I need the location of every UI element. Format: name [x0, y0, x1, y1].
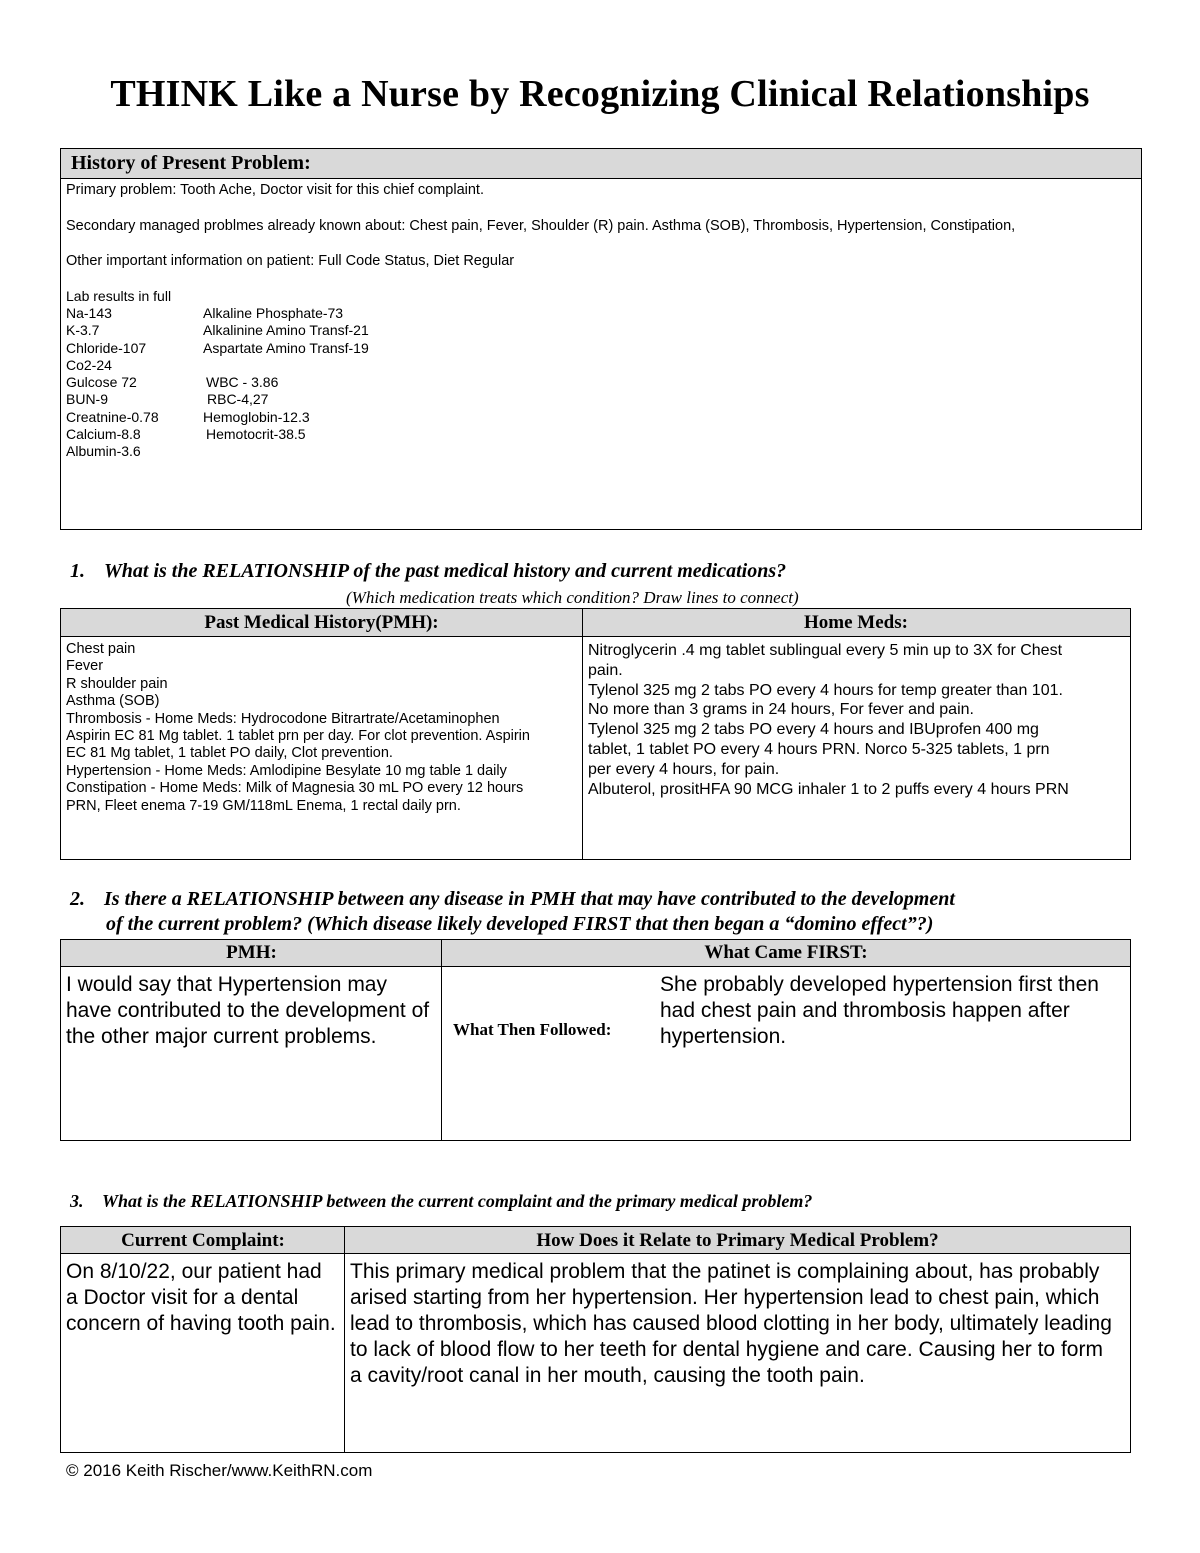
q2-pmh-answer: I would say that Hypertension may have contributed to the development of the other major current problems.: [66, 973, 430, 1048]
q3-divider: [344, 1227, 345, 1452]
pmh-line: Aspirin EC 81 Mg tablet. 1 tablet prn per day. For clot prevention. Aspirin: [66, 728, 530, 745]
q1-col-right-header: Home Meds:: [804, 612, 908, 633]
med-line: Nitroglycerin .4 mg tablet sublingual every 5 min up to 3X for Chest: [588, 642, 1063, 659]
lab-value: WBC - 3.86: [206, 374, 279, 391]
lab-value: Creatnine-0.78: [66, 408, 159, 425]
q2-divider: [441, 940, 442, 1140]
med-line: No more than 3 grams in 24 hours, For fever and pain.: [588, 701, 974, 719]
q3-question: [70, 1191, 812, 1212]
pmh-line: Fever: [66, 658, 104, 675]
med-line: tablet, 1 tablet PO every 4 hours PRN. Norco 5-325 tablets, 1 prn: [588, 740, 1050, 758]
q1-subtitle: (Which medication treats which condition? Draw lines to connect): [346, 588, 799, 607]
lab-value: Hemotocrit-38.5: [206, 426, 306, 443]
q2-text-line1: Is there a RELATIONSHIP between any disease in PMH that may have contributed to the development: [104, 888, 955, 910]
med-line: Tylenol 325 mg 2 tabs PO every 4 hours for temp greater than 101.: [588, 681, 1063, 699]
q1-table: [60, 608, 1131, 860]
q3-table: [60, 1226, 1131, 1453]
lab-value: RBC-4,27: [207, 391, 269, 408]
q1-text: What is the RELATIONSHIP of the past medical history and current medications?: [104, 560, 787, 582]
q2-question: [70, 888, 1150, 936]
q3-col-right-header: How Does it Relate to Primary Medical Problem?: [536, 1230, 939, 1251]
lab-value: Hemoglobin-12.3: [203, 408, 310, 425]
pmh-line: Asthma (SOB): [66, 693, 160, 710]
history-primary: Primary problem: Tooth Ache, Doctor visit for this chief complaint.: [66, 182, 484, 198]
lab-value: Alkaline Phosphate-73: [203, 305, 344, 321]
med-line: Tylenol 325 mg 2 tabs PO every 4 hours and IBUprofen 400 mg: [588, 721, 1039, 739]
history-secondary: Secondary managed problmes already known about: Chest pain, Fever, Shoulder (R) pain. Asthma (SOB), Thrombosis, Hypertension, Constipation,: [66, 218, 1016, 234]
q2-text-line2: of the current problem? (Which disease likely developed FIRST that then began a “domino effect”?): [106, 913, 934, 935]
q2-followed-answer: She probably developed hypertension first then had chest pain and thrombosis happen after hypertension.: [660, 973, 1099, 1048]
pmh-line: Hypertension - Home Meds: Amlodipine Besylate 10 mg table 1 daily: [66, 762, 507, 779]
med-line: Albuterol, prositHFA 90 MCG inhaler 1 to 2 puffs every 4 hours PRN: [588, 780, 1069, 798]
pmh-line: Chest pain: [66, 641, 136, 657]
q1-number: 1.: [70, 560, 85, 582]
q3-relation: This primary medical problem that the patinet is complaining about, has probably arised starting from her hypertension. Her hypertension lead to chest pain, which lead to thrombosis, which has caused blood clotting in her body, ultimately leading to lack of blood flow to her teeth for dental hygiene and care. Causing her to form a cavity/root canal in her mouth, causing the tooth pain.: [350, 1260, 1112, 1387]
q1-header-row: [61, 609, 1130, 637]
q1-question: [70, 560, 786, 583]
labs-title: Lab results in full: [66, 288, 172, 304]
q3-number: 3.: [70, 1191, 84, 1211]
pmh-line: Constipation - Home Meds: Milk of Magnesia 30 mL PO every 12 hours: [66, 780, 524, 797]
lab-value: Gulcose 72: [66, 374, 137, 391]
q2-table: [60, 939, 1131, 1141]
lab-value: Calcium-8.8: [66, 426, 141, 443]
lab-value: Albumin-3.6: [66, 443, 141, 460]
footer-copyright: © 2016 Keith Rischer/www.KeithRN.com: [66, 1461, 373, 1480]
q2-number: 2.: [70, 888, 85, 910]
q1-divider: [582, 609, 583, 859]
pmh-line: R shoulder pain: [66, 675, 168, 692]
q3-complaint: On 8/10/22, our patient had a Doctor visit for a dental concern of having tooth pain.: [66, 1260, 336, 1335]
lab-value: Co2-24: [66, 356, 112, 373]
lab-value: Chloride-107: [66, 339, 147, 356]
history-other: Other important information on patient: Full Code Status, Diet Regular: [66, 253, 515, 269]
q3-col-left-header: Current Complaint:: [121, 1230, 285, 1251]
q1-meds-list: [588, 641, 1128, 799]
q1-col-left-header: Past Medical History(PMH):: [204, 612, 439, 633]
lab-value: [203, 357, 369, 374]
page-title: THINK Like a Nurse by Recognizing Clinical Relationships: [110, 73, 1090, 115]
q2-line1: [70, 888, 1150, 911]
lab-value: Na-143: [66, 305, 112, 321]
lab-value: Alkalinine Amino Transf-21: [203, 322, 369, 339]
q1-pmh-list: [66, 641, 578, 815]
q2-header-row: [61, 940, 1130, 967]
lab-value: BUN-9: [66, 391, 109, 408]
history-header: History of Present Problem:: [61, 149, 1141, 179]
q2-col-right-header: What Came FIRST:: [704, 942, 868, 963]
labs-left-list: [66, 305, 159, 461]
pmh-line: PRN, Fleet enema 7-19 GM/118mL Enema, 1 rectal daily prn.: [66, 797, 461, 814]
q3-text: What is the RELATIONSHIP between the current complaint and the primary medical problem?: [102, 1191, 813, 1211]
q2-followed-label: What Then Followed:: [453, 1020, 612, 1039]
lab-value: K-3.7: [66, 322, 100, 339]
pmh-line: Thrombosis - Home Meds: Hydrocodone Bitrartrate/Acetaminophen: [66, 710, 500, 727]
med-line: per every 4 hours, for pain.: [588, 760, 780, 778]
med-line: pain.: [588, 661, 623, 679]
lab-value: Aspartate Amino Transf-19: [203, 339, 369, 356]
labs-right-list: [203, 305, 369, 443]
history-box: [60, 148, 1142, 530]
q3-header-row: [61, 1227, 1130, 1254]
pmh-line: EC 81 Mg tablet, 1 tablet PO daily, Clot prevention.: [66, 745, 393, 762]
q2-col-left-header: PMH:: [226, 942, 277, 963]
